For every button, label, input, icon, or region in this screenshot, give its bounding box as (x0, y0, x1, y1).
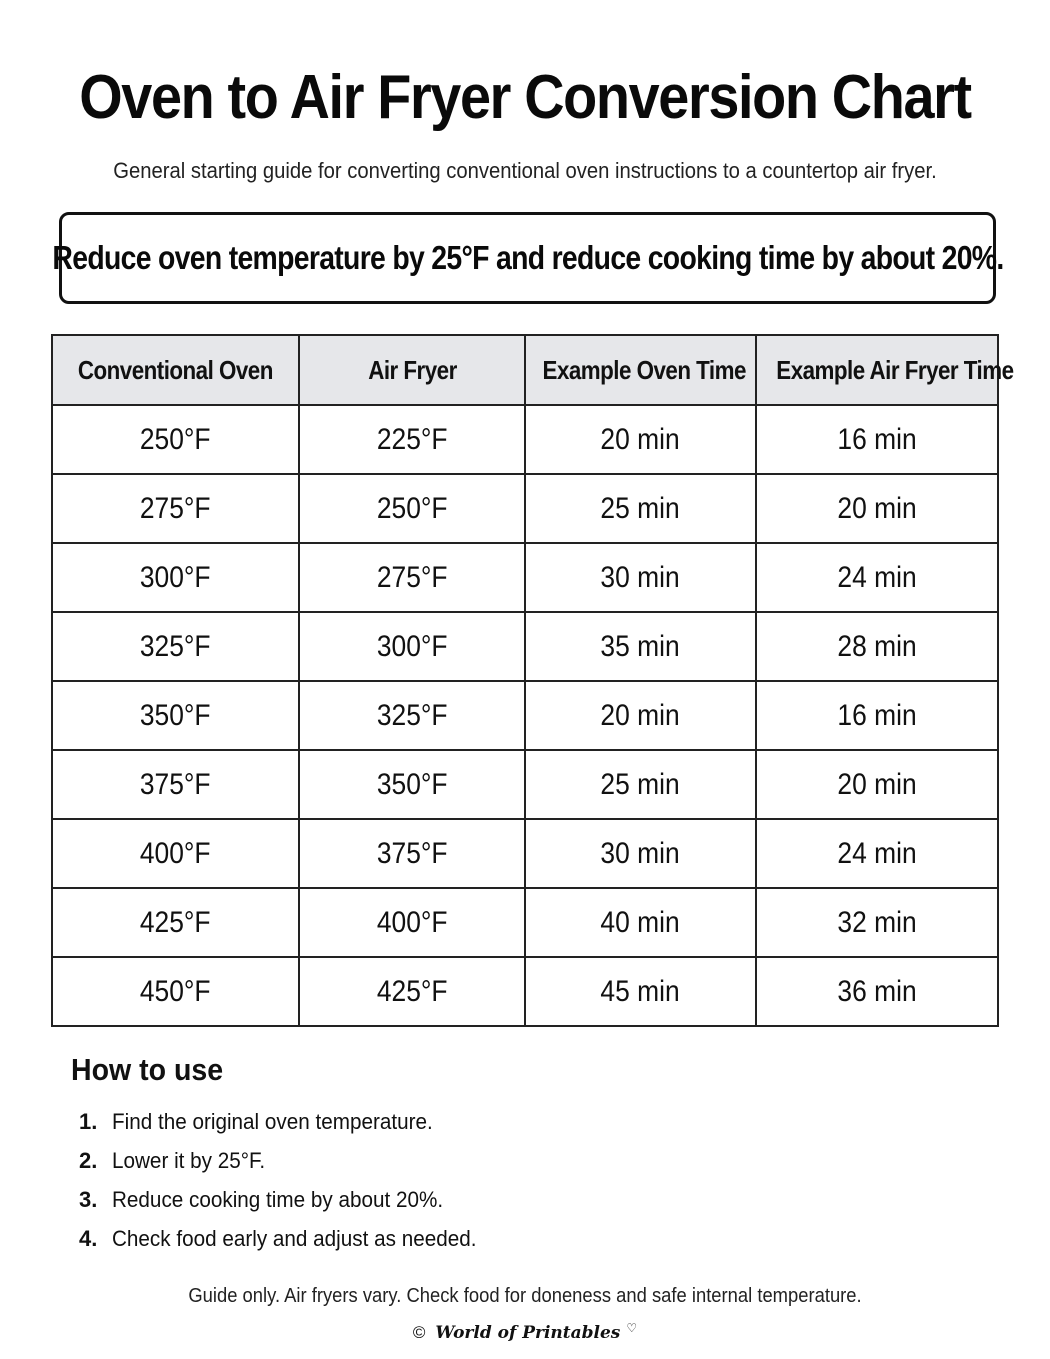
step-number: 3. (79, 1186, 98, 1212)
cell-example-oven-time: 20 min (525, 405, 756, 474)
cell-air-fryer: 375°F (299, 819, 525, 888)
list-item (79, 1219, 500, 1258)
header-example-air-fryer-time: Example Air Fryer Time (756, 335, 998, 405)
header-air-fryer: Air Fryer (299, 335, 525, 405)
cell-conventional-oven: 450°F (52, 957, 299, 1026)
list-item (79, 1180, 500, 1219)
table-row (52, 681, 998, 750)
cell-example-oven-time: 40 min (525, 888, 756, 957)
table-body (52, 405, 998, 1026)
table-row (52, 474, 998, 543)
brand-logo: World of Printables (435, 1323, 621, 1343)
cell-example-air-fryer-time: 32 min (756, 888, 998, 957)
table-row (52, 888, 998, 957)
table-row (52, 957, 998, 1026)
cell-conventional-oven: 300°F (52, 543, 299, 612)
cell-example-oven-time: 35 min (525, 612, 756, 681)
cell-air-fryer: 250°F (299, 474, 525, 543)
footnote: Guide only. Air fryers vary. Check food for doneness and safe internal temperature. (188, 1285, 862, 1307)
step-text: Reduce cooking time by about 20%. (112, 1186, 444, 1212)
step-number: 4. (79, 1225, 98, 1251)
cell-example-air-fryer-time: 20 min (756, 474, 998, 543)
cell-air-fryer: 425°F (299, 957, 525, 1026)
cell-air-fryer: 225°F (299, 405, 525, 474)
cell-example-air-fryer-time: 24 min (756, 819, 998, 888)
step-text: Check food early and adjust as needed. (112, 1225, 477, 1251)
conversion-table (51, 334, 1014, 1027)
page-subtitle: General starting guide for converting conventional oven instructions to a countertop air fryer. (113, 158, 937, 183)
how-to-use-steps (79, 1102, 500, 1258)
copyright-symbol: © (412, 1323, 426, 1342)
list-item (79, 1141, 500, 1180)
cell-example-air-fryer-time: 16 min (756, 681, 998, 750)
table-row (52, 819, 998, 888)
step-number: 2. (79, 1147, 98, 1173)
rule-text: Reduce oven temperature by 25°F and reduce cooking time by about 20%. (51, 239, 1004, 276)
cell-air-fryer: 300°F (299, 612, 525, 681)
how-to-use-heading: How to use (71, 1052, 224, 1087)
cell-example-air-fryer-time: 16 min (756, 405, 998, 474)
cell-air-fryer: 325°F (299, 681, 525, 750)
cell-example-oven-time: 30 min (525, 819, 756, 888)
step-number: 1. (79, 1108, 98, 1134)
cell-example-oven-time: 20 min (525, 681, 756, 750)
cell-air-fryer: 275°F (299, 543, 525, 612)
cell-conventional-oven: 375°F (52, 750, 299, 819)
list-item (79, 1102, 500, 1141)
cell-air-fryer: 350°F (299, 750, 525, 819)
header-conventional-oven: Conventional Oven (52, 335, 299, 405)
brand-footer (0, 1323, 1050, 1343)
cell-example-oven-time: 45 min (525, 957, 756, 1026)
cell-conventional-oven: 250°F (52, 405, 299, 474)
cell-conventional-oven: 325°F (52, 612, 299, 681)
cell-example-air-fryer-time: 24 min (756, 543, 998, 612)
header-example-oven-time: Example Oven Time (525, 335, 756, 405)
table-row (52, 543, 998, 612)
cell-example-air-fryer-time: 20 min (756, 750, 998, 819)
cell-example-air-fryer-time: 36 min (756, 957, 998, 1026)
cell-air-fryer: 400°F (299, 888, 525, 957)
cell-example-oven-time: 25 min (525, 750, 756, 819)
table-row (52, 750, 998, 819)
step-text: Lower it by 25°F. (112, 1147, 266, 1173)
table-row (52, 405, 998, 474)
rule-callout (51, 212, 1004, 304)
table-row (52, 612, 998, 681)
cell-conventional-oven: 275°F (52, 474, 299, 543)
cell-example-oven-time: 25 min (525, 474, 756, 543)
cell-conventional-oven: 350°F (52, 681, 299, 750)
page-title: Oven to Air Fryer Conversion Chart (79, 63, 971, 132)
heart-icon: ♡ (626, 1321, 638, 1335)
table-header-row (52, 335, 998, 405)
cell-example-air-fryer-time: 28 min (756, 612, 998, 681)
cell-example-oven-time: 30 min (525, 543, 756, 612)
step-text: Find the original oven temperature. (112, 1108, 433, 1134)
cell-conventional-oven: 400°F (52, 819, 299, 888)
cell-conventional-oven: 425°F (52, 888, 299, 957)
